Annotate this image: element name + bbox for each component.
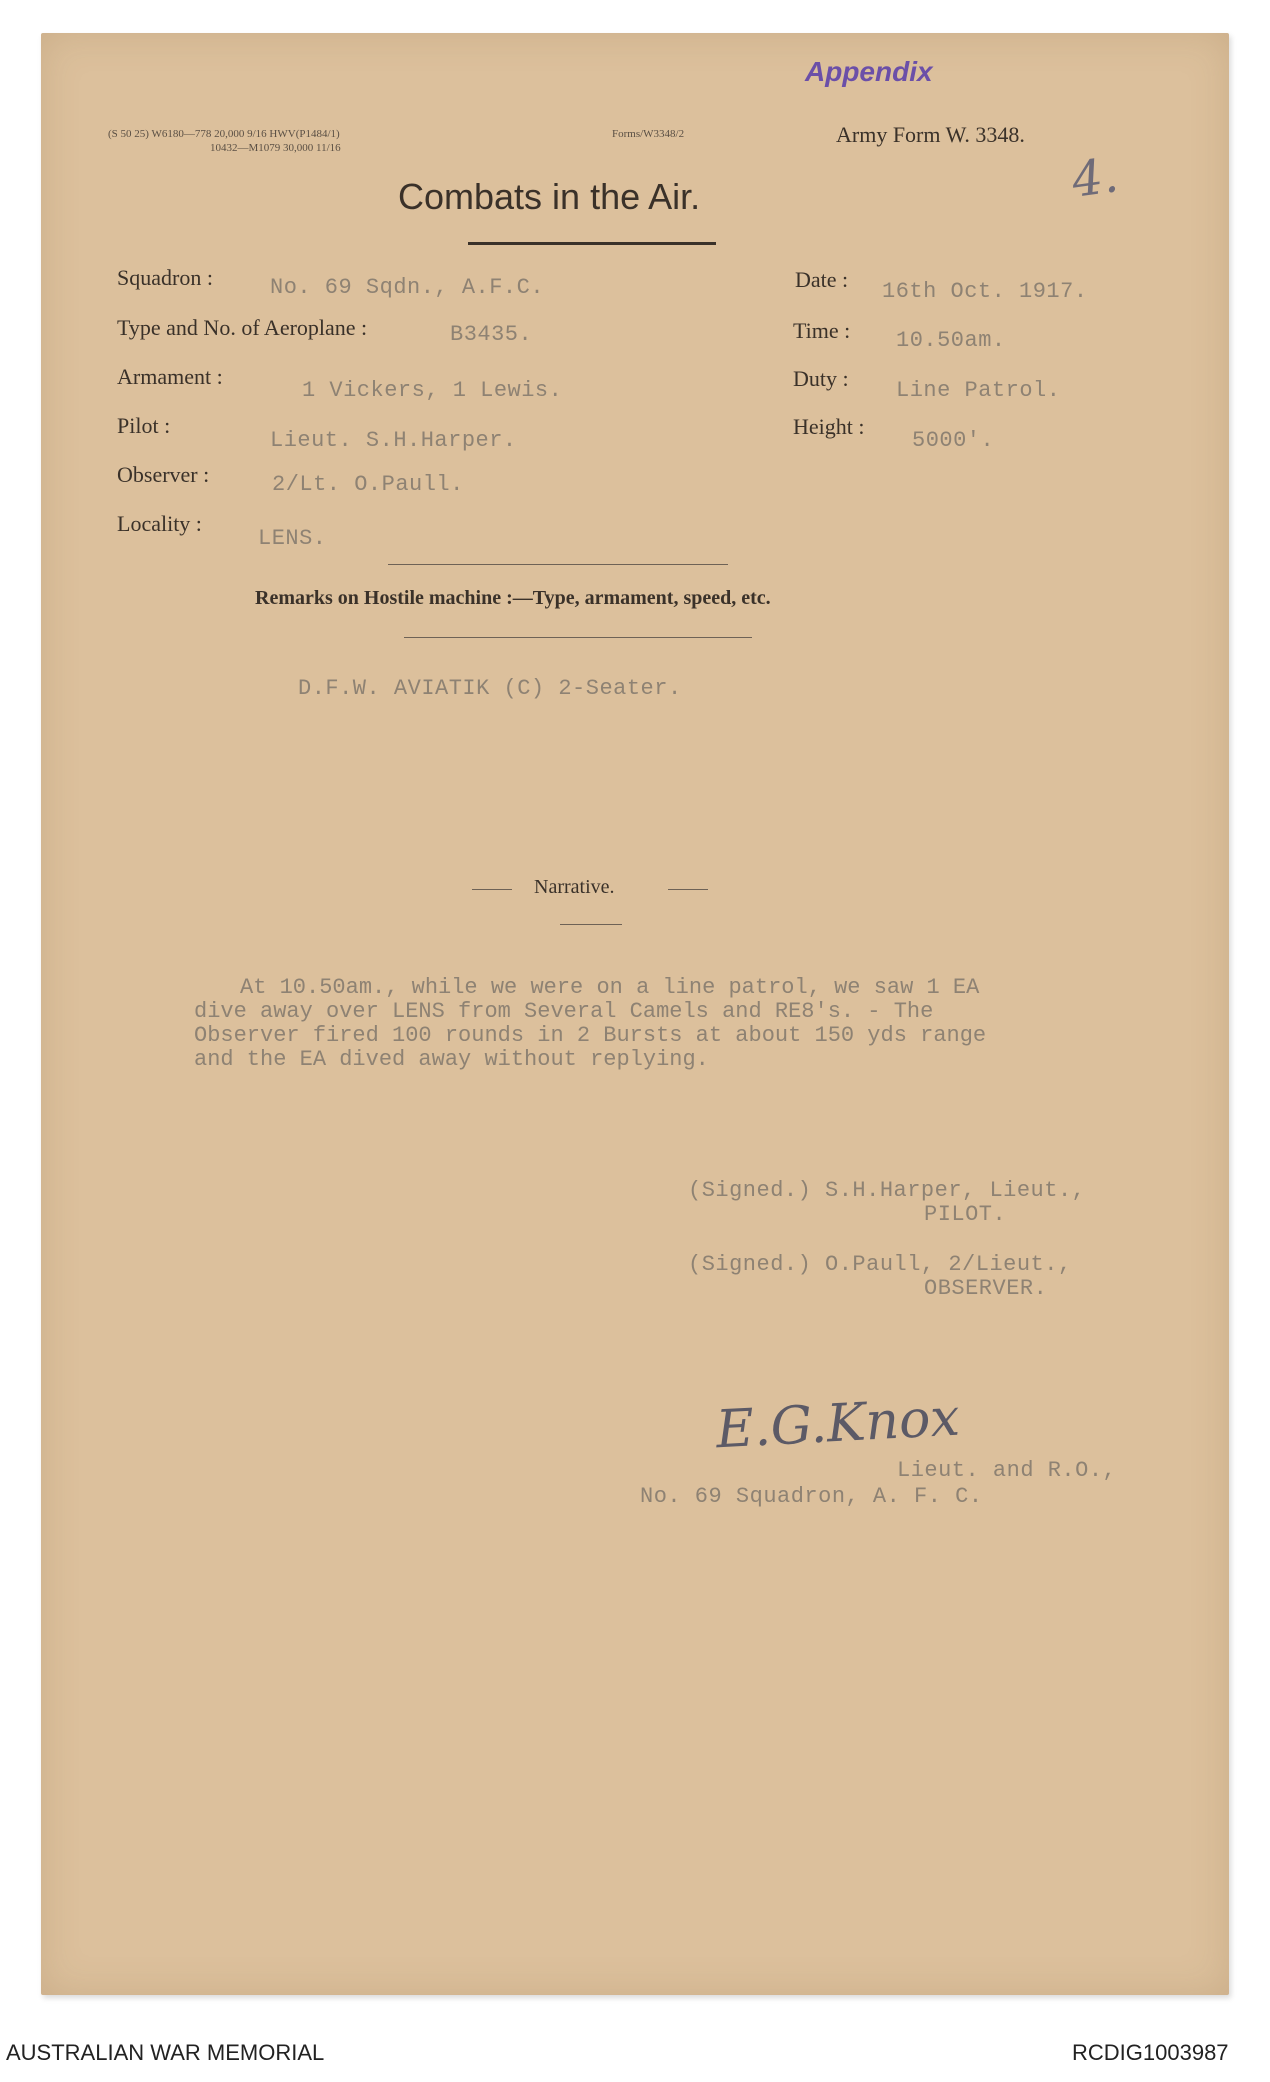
footer-institution: AUSTRALIAN WAR MEMORIAL <box>6 2040 325 2065</box>
squadron-label: Squadron : <box>117 265 213 290</box>
form-title: Combats in the Air. <box>398 176 701 217</box>
aeroplane-value: B3435. <box>450 322 533 347</box>
remarks-top-rule <box>388 564 728 565</box>
time-label: Time : <box>793 318 851 343</box>
commander-rank: Lieut. and R.O., <box>897 1458 1117 1483</box>
date-value: 16th Oct. 1917. <box>882 279 1088 304</box>
observer-signature-line: (Signed.) O.Paull, 2/Lieut., <box>688 1252 1072 1277</box>
pilot-label: Pilot : <box>117 413 171 438</box>
locality-label: Locality : <box>117 511 202 536</box>
narrative-underline <box>560 924 622 925</box>
locality-value: LENS. <box>258 526 327 551</box>
forms-code: Forms/W3348/2 <box>612 128 685 140</box>
pilot-signature-line: (Signed.) S.H.Harper, Lieut., <box>688 1178 1086 1203</box>
hostile-machine-value: D.F.W. AVIATIK (C) 2-Seater. <box>298 676 682 701</box>
narrative-line-3: Observer fired 100 rounds in 2 Bursts at about 150 yds range <box>194 1023 987 1048</box>
narrative-line-4: and the EA dived away without replying. <box>194 1047 709 1072</box>
print-codes-line1: (S 50 25) W6180—778 20,000 9/16 HWV(P1484/1) <box>108 128 340 140</box>
narrative-heading: Narrative. <box>534 876 615 898</box>
height-label: Height : <box>793 414 865 439</box>
armament-value: 1 Vickers, 1 Lewis. <box>302 378 563 403</box>
army-form-number: Army Form W. 3348. <box>836 122 1025 147</box>
aeroplane-label: Type and No. of Aeroplane : <box>117 315 368 340</box>
narrative-line-2: dive away over LENS from Several Camels and RE8's. - The <box>194 999 934 1024</box>
observer-role: OBSERVER. <box>924 1276 1048 1301</box>
commander-squadron: No. 69 Squadron, A. F. C. <box>640 1484 983 1509</box>
pilot-value: Lieut. S.H.Harper. <box>270 428 517 453</box>
observer-value: 2/Lt. O.Paull. <box>272 472 464 497</box>
pilot-role: PILOT. <box>924 1202 1007 1227</box>
footer-record-id: RCDIG1003987 <box>1072 2040 1229 2065</box>
height-value: 5000'. <box>912 428 995 453</box>
armament-label: Armament : <box>117 364 223 389</box>
observer-label: Observer : <box>117 462 210 487</box>
date-label: Date : <box>795 267 849 292</box>
handwritten-signature: E.G.Knox <box>714 1387 962 1461</box>
narrative-left-dash <box>472 889 512 890</box>
handwritten-page-number: 4. <box>1068 147 1122 209</box>
squadron-value: No. 69 Sqdn., A.F.C. <box>270 275 545 300</box>
title-underline <box>468 242 716 245</box>
duty-label: Duty : <box>793 366 849 391</box>
remarks-bottom-rule <box>404 637 752 638</box>
duty-value: Line Patrol. <box>896 378 1061 403</box>
time-value: 10.50am. <box>896 328 1006 353</box>
narrative-right-dash <box>668 889 708 890</box>
print-codes-line2: 10432—M1079 30,000 11/16 <box>210 142 341 154</box>
remarks-heading: Remarks on Hostile machine :—Type, armament, speed, etc. <box>255 587 771 609</box>
narrative-line-1: At 10.50am., while we were on a line patrol, we saw 1 EA <box>240 975 980 1000</box>
appendix-stamp: Appendix <box>805 56 933 87</box>
